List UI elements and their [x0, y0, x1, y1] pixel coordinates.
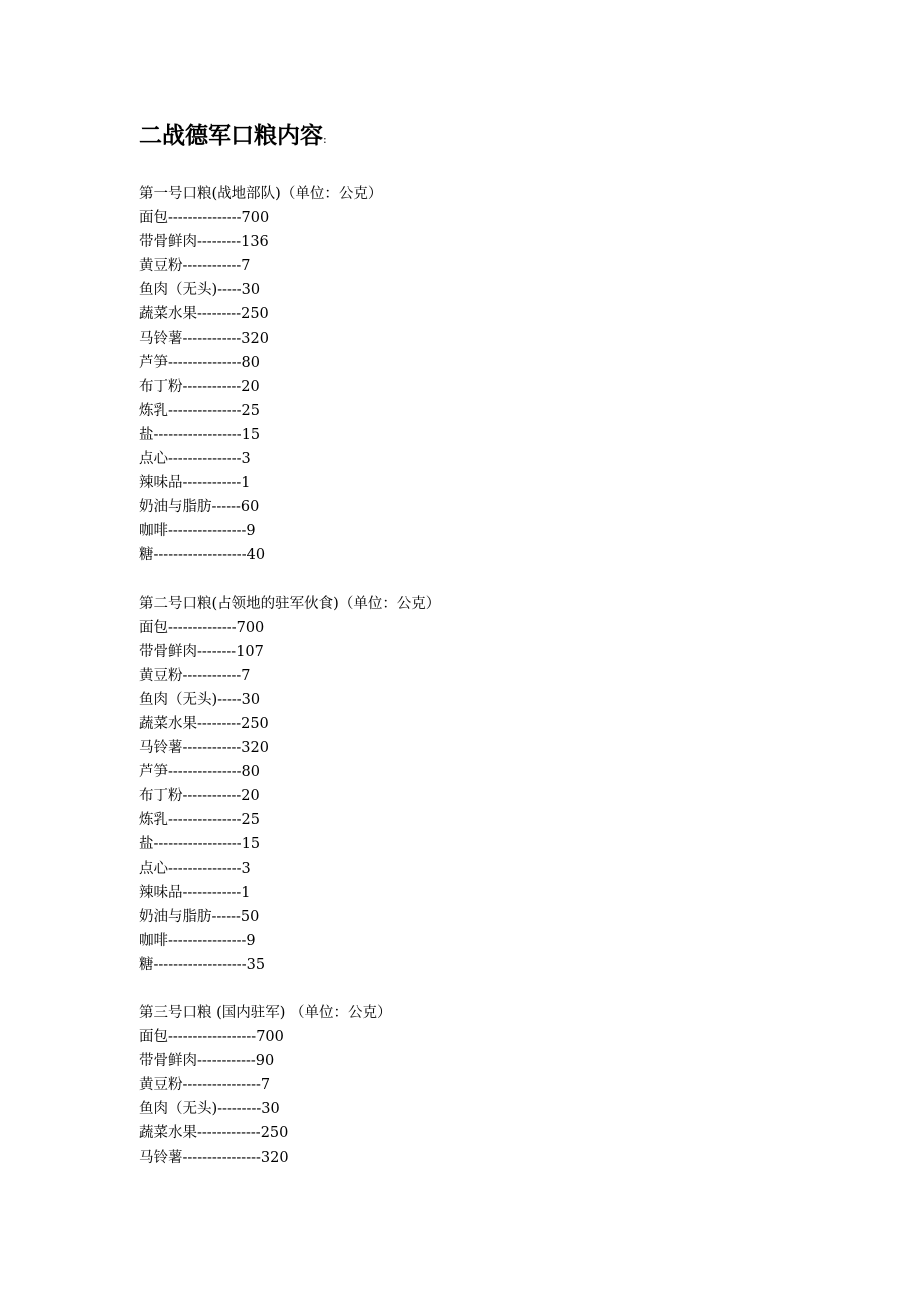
ration-item: 黄豆粉----------------7	[139, 1077, 271, 1094]
ration-section-heading: 第一号口粮(战地部队)（单位：公克）	[139, 186, 383, 202]
ration-item: 辣味品------------1	[139, 884, 251, 901]
ration-item: 奶油与脂肪------50	[139, 908, 260, 925]
ration-item: 鱼肉（无头)-----30	[139, 282, 261, 299]
ration-item: 鱼肉（无头)---------30	[139, 1101, 280, 1118]
ration-item: 点心---------------3	[139, 451, 251, 468]
ration-item: 炼乳---------------25	[139, 812, 260, 829]
ration-section-heading: 第三号口粮 (国内驻军) （单位：公克）	[139, 1005, 392, 1021]
title-spacer	[139, 154, 839, 182]
ration-item: 蔬菜水果---------250	[139, 306, 269, 323]
document-page	[139, 118, 839, 1170]
ration-item: 点心---------------3	[139, 860, 251, 877]
document-title	[139, 118, 839, 154]
ration-item: 芦笋---------------80	[139, 354, 260, 371]
ration-item: 马铃薯----------------320	[139, 1149, 289, 1166]
ration-item: 马铃薯------------320	[139, 740, 269, 757]
ration-section-3	[139, 1001, 839, 1170]
ration-item: 芦笋---------------80	[139, 764, 260, 781]
ration-item: 黄豆粉------------7	[139, 258, 251, 275]
ration-item: 面包------------------700	[139, 1029, 284, 1046]
ration-item: 黄豆粉------------7	[139, 667, 251, 684]
ration-item: 盐------------------15	[139, 836, 261, 853]
ration-item: 咖啡----------------9	[139, 523, 256, 540]
ration-item: 咖啡----------------9	[139, 932, 256, 949]
ration-item: 带骨鲜肉--------107	[139, 643, 264, 660]
ration-item: 布丁粉------------20	[139, 788, 260, 805]
ration-item: 面包---------------700	[139, 210, 270, 227]
ration-item: 面包--------------700	[139, 619, 265, 636]
ration-item: 带骨鲜肉------------90	[139, 1053, 275, 1070]
ration-item: 鱼肉（无头)-----30	[139, 691, 261, 708]
ration-item: 马铃薯------------320	[139, 330, 269, 347]
ration-item: 辣味品------------1	[139, 475, 251, 492]
title-text: 二战德军口粮内容	[139, 122, 323, 149]
ration-item: 布丁粉------------20	[139, 378, 260, 395]
ration-item: 蔬菜水果---------250	[139, 715, 269, 732]
ration-section-2	[139, 592, 839, 978]
ration-item: 奶油与脂肪------60	[139, 499, 260, 516]
ration-section-heading: 第二号口粮(占领地的驻军伙食)（单位：公克）	[139, 595, 441, 612]
ration-item: 盐------------------15	[139, 426, 261, 443]
ration-item: 炼乳---------------25	[139, 402, 260, 419]
ration-item: 糖-------------------40	[139, 547, 266, 564]
ration-item: 蔬菜水果-------------250	[139, 1125, 289, 1142]
ration-section-1	[139, 182, 839, 568]
ration-item: 带骨鲜肉---------136	[139, 234, 269, 251]
ration-item: 糖-------------------35	[139, 956, 266, 973]
ration-sections	[139, 182, 839, 1170]
title-suffix: :	[323, 133, 327, 146]
